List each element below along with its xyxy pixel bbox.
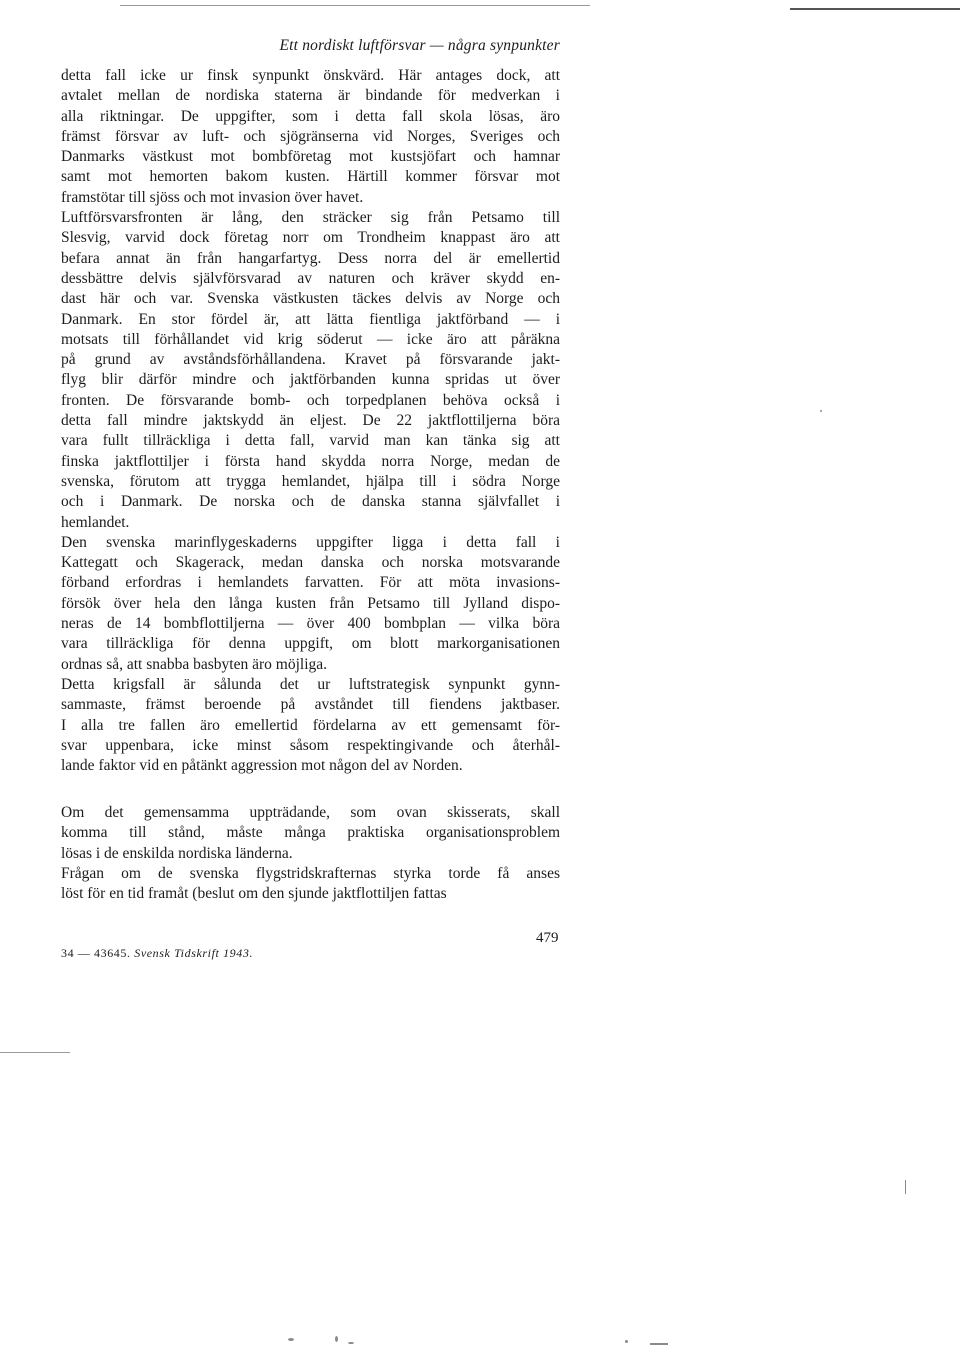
text-line: Danmarks västkust mot bombföretag mot kustsjöfart och hamnar: [61, 148, 560, 166]
journal-name: Svensk Tidskrift 1943.: [134, 946, 254, 960]
text-line: framstötar till sjöss och mot invasion över havet.: [61, 188, 364, 206]
body-text-section-2: [61, 803, 560, 904]
text-line: vara tillräckliga för denna uppgift, om blott markorganisationen: [61, 635, 560, 653]
text-line: ordnas så, att snabba basbyten äro möjliga.: [61, 655, 328, 673]
scan-speck: [348, 1342, 354, 1344]
text-line: Luftförsvarsfronten är lång, den sträcker sig från Petsamo till: [61, 209, 560, 227]
text-line: sammaste, främst beroende på avståndet till fiendens jaktbaser.: [61, 696, 560, 714]
text-line: Den svenska marinflygeskaderns uppgifter ligga i detta fall i: [61, 533, 560, 551]
page-number: 479: [536, 930, 559, 946]
text-line: Kattegatt och Skagerack, medan danska och norska motsvarande: [61, 554, 560, 572]
text-line: vara fullt tillräckliga i detta fall, varvid man kan tänka sig att: [61, 432, 560, 450]
text-line: avtalet mellan de nordiska staterna är bindande för medverkan i: [61, 87, 560, 105]
text-line: lande faktor vid en påtänkt aggression mot någon del av Norden.: [61, 757, 463, 775]
running-title: Ett nordiskt luftförsvar — några synpunkter: [279, 37, 560, 54]
text-line: på grund av avståndsförhållandena. Kravet på försvarande jakt-: [61, 351, 560, 369]
paragraph: [61, 66, 560, 208]
text-line: Frågan om de svenska flygstridskrafternas styrka torde få anses: [61, 864, 560, 882]
scan-rule-top-right: [790, 8, 960, 10]
paragraph: [61, 803, 560, 864]
body-text-section-1: [61, 66, 560, 776]
scan-rule-top: [120, 5, 590, 6]
print-reference: [61, 946, 253, 961]
text-line: fronten. De försvarande bomb- och torpedplanen behöva också i: [61, 391, 560, 409]
text-line: Danmark. En stor fördel är, att lätta fientliga jaktförband — i: [61, 310, 560, 328]
scan-speck: [288, 1338, 294, 1341]
scan-speck: [335, 1336, 338, 1342]
text-line: detta fall icke ur finsk synpunkt önskvärd. Här antages dock, att: [61, 67, 560, 84]
paragraph: [61, 208, 560, 533]
print-ref-number: 34 — 43645.: [61, 946, 131, 960]
text-line: alla riktningar. De uppgifter, som i detta fall skola lösas, äro: [61, 107, 560, 125]
text-line: Om det gemensamma uppträdande, som ovan skisserats, skall: [61, 804, 560, 821]
text-line: dast här och var. Svenska västkusten täckes delvis av Norge och: [61, 290, 560, 308]
scan-speck: [650, 1343, 668, 1345]
text-line: detta fall mindre jaktskydd än eljest. De 22 jaktflottiljerna böra: [61, 412, 560, 430]
text-line: förband erfordras i hemlandets farvatten. För att möta invasions-: [61, 574, 560, 592]
text-line: befara annat än från hangarfartyg. Dess norra del är emellertid: [61, 249, 560, 267]
text-line: finska jaktflottiljer i första hand skydda norra Norge, medan de: [61, 452, 560, 470]
scan-speck: [820, 410, 822, 412]
paragraph: [61, 675, 560, 776]
paragraph: [61, 533, 560, 675]
text-line: hemlandet.: [61, 513, 130, 531]
text-line: komma till stånd, måste många praktiska organisationsproblem: [61, 824, 560, 842]
text-line: svenska, förutom att trygga hemlandet, hjälpa till i södra Norge: [61, 472, 560, 490]
text-line: främst försvar av luft- och sjögränserna vid Norges, Sveriges och: [61, 127, 560, 145]
text-line: neras de 14 bombflottiljerna — över 400 bombplan — vilka böra: [61, 615, 560, 633]
paragraph: [61, 864, 560, 905]
text-line: Slesvig, varvid dock företag norr om Trondheim knappast äro att: [61, 229, 560, 247]
text-line: I alla tre fallen äro emellertid fördelarna av ett gemensamt för-: [61, 716, 560, 734]
scan-speck: [625, 1340, 628, 1343]
text-line: dessbättre delvis självförsvarad av naturen och kräver skydd en-: [61, 269, 560, 287]
scan-speck: [905, 1180, 906, 1194]
text-line: lösas i de enskilda nordiska länderna.: [61, 844, 293, 862]
text-line: motsats till förhållandet vid krig söderut — icke äro att påräkna: [61, 330, 560, 348]
text-line: Detta krigsfall är sålunda det ur luftstrategisk synpunkt gynn-: [61, 675, 560, 693]
text-line: samt mot hemorten bakom kusten. Härtill kommer försvar mot: [61, 168, 560, 186]
text-line: flyg blir därför mindre och jaktförbanden kunna spridas ut över: [61, 371, 560, 389]
text-line: svar uppenbara, icke minst såsom respektingivande och återhål-: [61, 736, 560, 754]
text-line: och i Danmark. De norska och de danska stanna självfallet i: [61, 493, 560, 511]
scan-rule-bottom: [0, 1052, 70, 1053]
text-line: löst för en tid framåt (beslut om den sjunde jaktflottiljen fattas: [61, 885, 447, 903]
text-line: försök över hela den långa kusten från Petsamo till Jylland dispo-: [61, 594, 560, 612]
